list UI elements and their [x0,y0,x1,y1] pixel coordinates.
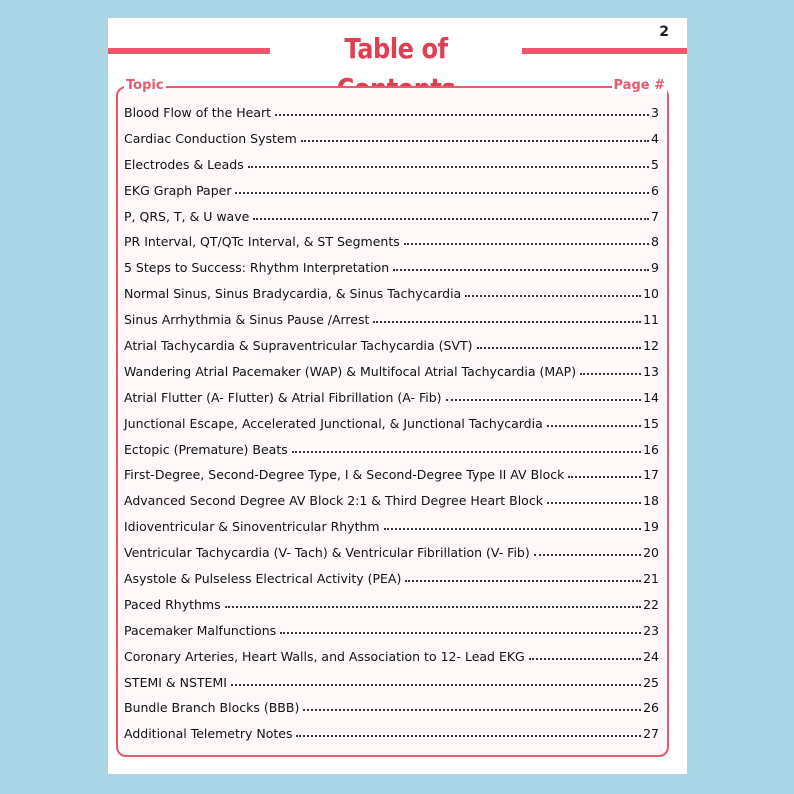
toc-entry-topic: Idioventricular & Sinoventricular Rhythm [124,519,380,535]
toc-entry-page: 6 [651,182,659,198]
toc-entry [118,152,667,178]
toc-entry [118,385,667,411]
toc-entry-topic: Sinus Arrhythmia & Sinus Pause /Arrest [124,312,370,328]
toc-entry [118,488,667,514]
toc-entry-topic: STEMI & NSTEMI [124,674,227,690]
topic-column-header: Topic [126,78,164,93]
dot-leader [225,606,641,608]
toc-entry-page: 15 [643,415,659,431]
toc-entry-page: 4 [651,130,659,146]
toc-entry-page: 8 [651,234,659,250]
page-column-header: Page # [613,78,665,93]
dot-leader [404,243,649,245]
dot-leader [547,425,641,427]
toc-entry-topic: Ectopic (Premature) Beats [124,441,288,457]
toc-entry [118,307,667,333]
toc-entry [118,514,667,540]
toc-entry-topic: Electrodes & Leads [124,156,244,172]
toc-entry [118,333,667,359]
toc-entry [118,618,667,644]
toc-entry-topic: Advanced Second Degree AV Block 2:1 & Third Degree Heart Block [124,493,543,509]
toc-entry-page: 23 [643,622,659,638]
dot-leader [580,373,641,375]
toc-entry-page: 21 [643,571,659,587]
toc-entry-page: 7 [651,208,659,224]
dot-leader [303,709,641,711]
toc-entry-page: 12 [643,338,659,354]
dot-leader [296,735,641,737]
toc-entry-topic: Wandering Atrial Pacemaker (WAP) & Multifocal Atrial Tachycardia (MAP) [124,363,577,379]
toc-entry-page: 20 [643,545,659,561]
toc-entry-page: 16 [643,441,659,457]
toc-entry [118,204,667,230]
toc-entry [118,695,667,721]
dot-leader [292,451,641,453]
dot-leader [373,321,641,323]
dot-leader [446,399,642,401]
dot-leader [275,114,649,116]
dot-leader [568,476,641,478]
dot-leader [547,502,641,504]
toc-entry [118,592,667,618]
toc-entry-topic: Blood Flow of the Heart [124,105,272,120]
toc-entry [118,566,667,592]
toc-entry-topic: EKG Graph Paper [124,182,232,198]
toc-entry-topic: Atrial Tachycardia & Supraventricular Tachycardia (SVT) [124,338,473,354]
toc-entry-topic: Ventricular Tachycardia (V- Tach) & Ventricular Fibrillation (V- Fib) [124,545,530,561]
dot-leader [235,192,649,194]
dot-leader [253,218,649,220]
document-page [108,18,687,774]
toc-entry-topic: Cardiac Conduction System [124,130,297,146]
toc-entry-page: 18 [643,493,659,509]
toc-entry-page: 14 [643,389,659,405]
dot-leader [465,295,641,297]
toc-entry [118,721,667,747]
toc-entry-topic: Normal Sinus, Sinus Bradycardia, & Sinus Tachycardia [124,286,462,302]
toc-entry-page: 13 [643,363,659,379]
toc-entry [118,100,667,126]
toc-entries [118,100,667,747]
toc-entry [118,255,667,281]
dot-leader [301,140,649,142]
toc-entry-topic: Asystole & Pulseless Electrical Activity (PEA) [124,571,402,587]
dot-leader [248,166,649,168]
toc-table [116,78,669,757]
toc-entry [118,359,667,385]
dot-leader [231,684,641,686]
toc-entry-topic: Bundle Branch Blocks (BBB) [124,700,300,716]
toc-entry-topic: Atrial Flutter (A- Flutter) & Atrial Fibrillation (A- Fib) [124,389,442,405]
toc-entry [118,281,667,307]
toc-entry [118,229,667,255]
toc-entry-page: 3 [651,105,659,120]
toc-entry-topic: PR Interval, QT/QTc Interval, & ST Segments [124,234,400,250]
dot-leader [280,632,641,634]
toc-entry [118,178,667,204]
dot-leader [384,528,642,530]
toc-entry-page: 24 [643,648,659,664]
toc-entry-topic: Coronary Arteries, Heart Walls, and Association to 12- Lead EKG [124,648,525,664]
toc-entry [118,437,667,463]
toc-entry [118,670,667,696]
toc-entry-page: 25 [643,674,659,690]
dot-leader [405,580,641,582]
toc-entry-page: 9 [651,260,659,276]
toc-entry-page: 22 [643,596,659,612]
page-title: Table of [344,32,448,65]
toc-entry-topic: Additional Telemetry Notes [124,726,293,742]
dot-leader [529,658,641,660]
toc-entry-topic: Junctional Escape, Accelerated Junctional, & Junctional Tachycardia [124,415,543,431]
toc-entry-page: 11 [643,312,659,328]
toc-entry [118,462,667,488]
toc-entry-page: 19 [643,519,659,535]
toc-entry-page: 17 [643,467,659,483]
toc-entry-page: 10 [643,286,659,302]
toc-entry-topic: P, QRS, T, & U wave [124,208,250,224]
toc-entry-topic: Pacemaker Malfunctions [124,622,277,638]
toc-entry [118,126,667,152]
dot-leader [393,269,649,271]
toc-entry [118,644,667,670]
toc-entry-topic: 5 Steps to Success: Rhythm Interpretation [124,260,390,276]
page-number: 2 [659,24,669,40]
toc-entry-page: 26 [643,700,659,716]
toc-entry [118,540,667,566]
dot-leader [477,347,642,349]
toc-entry-topic: Paced Rhythms [124,596,221,612]
toc-entry-topic: First-Degree, Second-Degree Type, I & Second-Degree Type II AV Block [124,467,565,483]
toc-entry-page: 5 [651,156,659,172]
toc-entry-page: 27 [643,726,659,742]
dot-leader [534,554,641,556]
toc-entry [118,411,667,437]
